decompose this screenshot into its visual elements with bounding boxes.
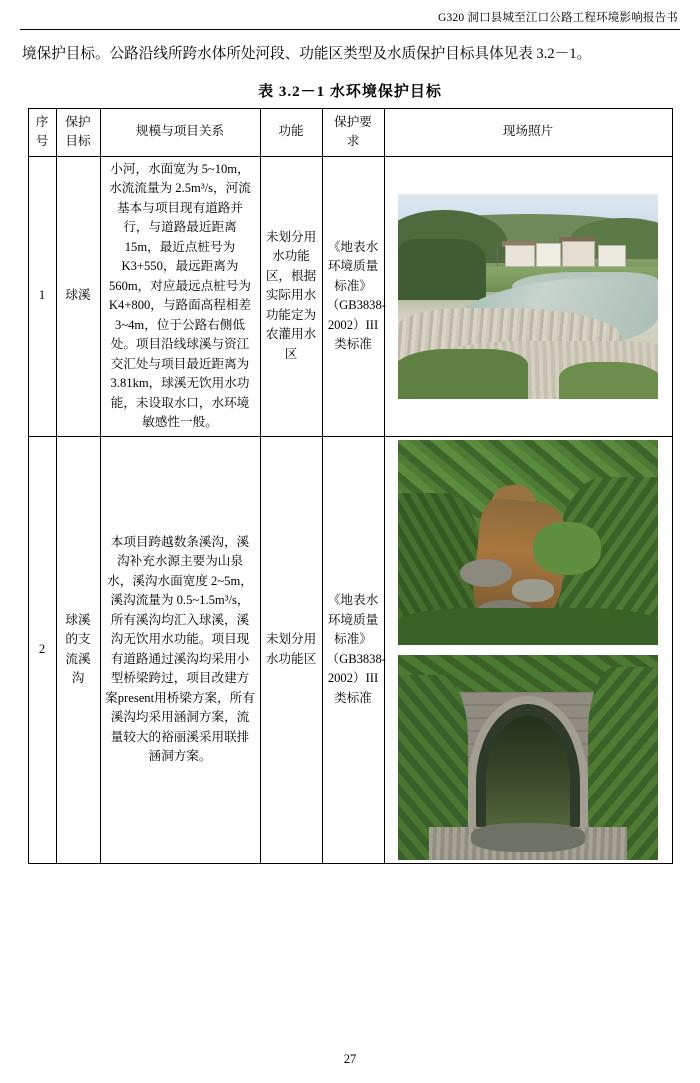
row-function: 未划分用水功能区 (260, 436, 322, 863)
row-function: 未划分用水功能区，根据实际用水功能定为农灌用水区 (260, 156, 322, 436)
running-header: G320 洞口县城至江口公路工程环境影响报告书 (437, 12, 678, 24)
village-house (536, 243, 561, 268)
stream-rock (512, 579, 554, 602)
header-req-line2: 求 (346, 134, 360, 149)
row-photos (384, 436, 672, 863)
header-divider (20, 29, 680, 30)
header-no (28, 108, 56, 156)
row-photos (384, 156, 672, 436)
village-house (562, 241, 595, 268)
page-number: 27 (343, 1052, 357, 1066)
header-function: 功能 (260, 108, 322, 156)
table-caption: 表 3.2－1 水环境保护目标 (258, 83, 442, 100)
shrub (533, 522, 601, 575)
row-requirement: 《地表水环境质量标准》（GB3838-2002）III类标准 (322, 156, 384, 436)
header-requirement (322, 108, 384, 156)
header-photo: 现场照片 (384, 108, 672, 156)
foreground-vegetation (398, 608, 658, 645)
bank-vegetation (559, 362, 658, 399)
tree-cluster (398, 239, 486, 301)
arch-interior (486, 716, 569, 831)
header-target (56, 108, 100, 156)
row-no: 1 (28, 156, 56, 436)
muddy-stream-photo (398, 440, 658, 645)
row-scale: 本项目跨越数条溪沟，溪沟补充水源主要为山泉水，溪沟水面宽度 2~5m，溪沟流量为 0.5~1.5m³/s，所有溪沟均汇入球溪，溪沟无饮用水功能。项目现有道路通过溪沟均采用小型桥梁跨过，项目改建方案present用桥梁方案，所有溪沟均采用涵洞方案，流量较大的裕丽溪采用联排涵洞方案。 (100, 436, 260, 863)
water-protection-targets-table (28, 108, 673, 864)
header-no-line1: 序 (35, 114, 49, 129)
row-target: 球溪的支流溪沟 (56, 436, 100, 863)
header-no-line2: 号 (35, 134, 49, 149)
row-target: 球溪 (56, 156, 100, 436)
header-target-line1: 保护 (65, 114, 91, 129)
row-requirement: 《地表水环境质量标准》（GB3838-2002）III类标准 (322, 436, 384, 863)
culvert-water (471, 823, 585, 852)
bank-vegetation (398, 349, 528, 398)
header-req-line1: 保护要 (334, 114, 372, 129)
table-header-row (28, 108, 672, 156)
table-row (28, 156, 672, 436)
village-house (598, 245, 626, 268)
table-row (28, 436, 672, 863)
village-house (505, 245, 536, 268)
river-village-photo (398, 194, 658, 399)
header-target-line2: 目标 (65, 134, 91, 149)
header-scale: 规模与项目关系 (100, 108, 260, 156)
row-scale: 小河，水面宽为 5~10m，水流流量为 2.5m³/s，河流基本与项目现有道路并行，与道路最近距离 15m，最近点桩号为 K3+550，最远距离为 560m，对应最远点桩号为 K4+800，与路面高程相差 3~4m，位于公路右侧低处。项目沿线球溪与资江交汇处与项目最近距离为 3.81km，球溪无饮用水功能，未设取水口，水环境敏感性一般。 (100, 156, 260, 436)
stone-arch-culvert-photo (398, 655, 658, 860)
body-paragraph: 境保护目标。公路沿线所跨水体所处河段、功能区类型及水质保护目标具体见表 3.2－1。 (22, 46, 592, 62)
row-no: 2 (28, 436, 56, 863)
